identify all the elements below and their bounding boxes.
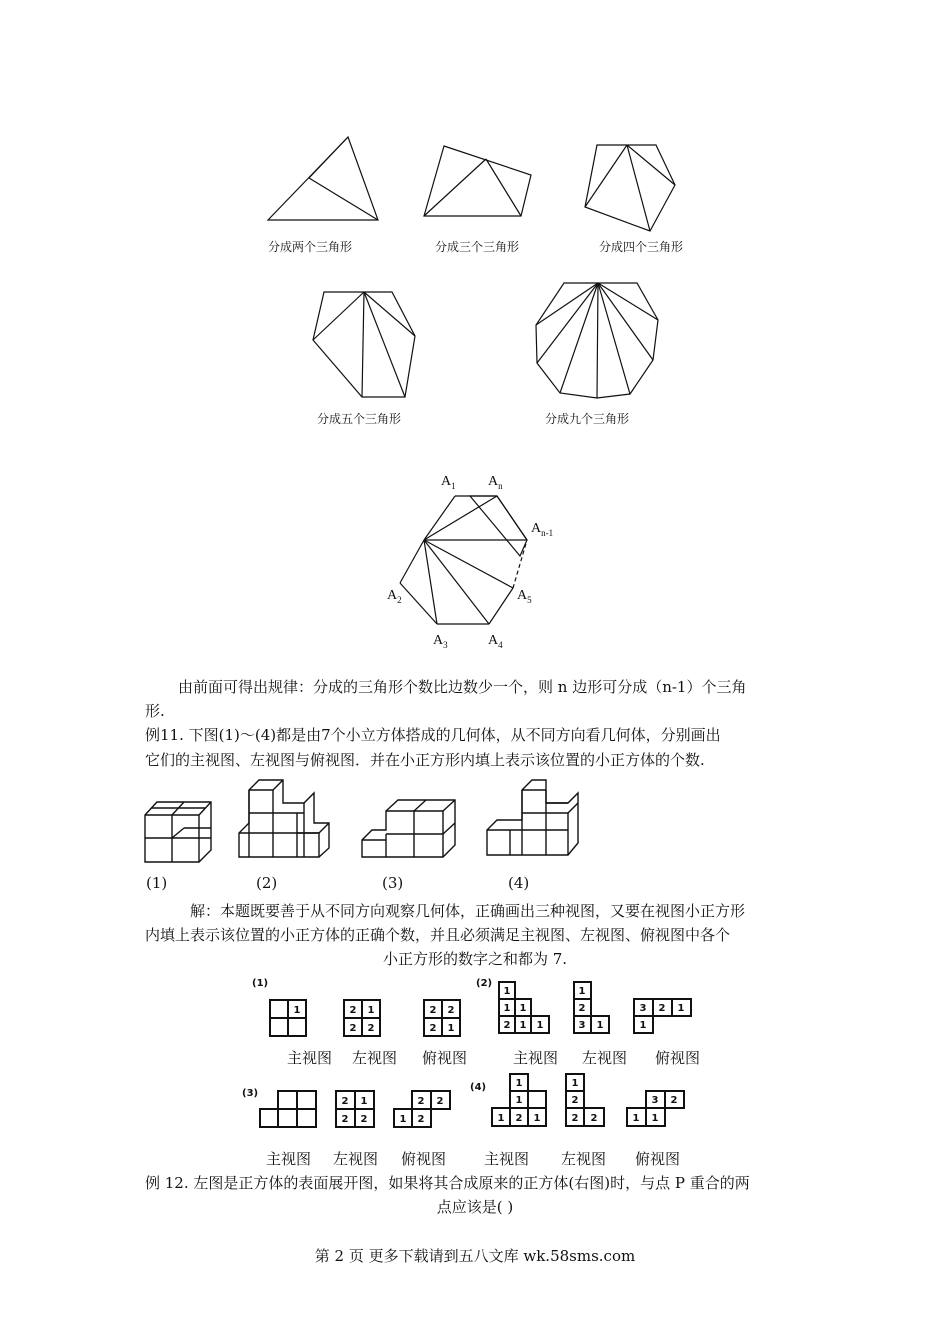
g2-front-n2: 1 [519, 1003, 527, 1014]
vertex-an-1: $A_{n-1}$ [531, 521, 554, 538]
g1-left-n3: 2 [367, 1023, 375, 1034]
g3-left-n3: 2 [360, 1114, 368, 1125]
g1-top-label: 俯视图 [422, 1049, 468, 1067]
caption-four-triangles: 分成四个三角形 [599, 240, 684, 254]
rule-line-1: 由前面可得出规律：分成的三角形个数比边数少一个，则 n 边形可分成（n-1）个三角 [178, 678, 747, 696]
solid-label-2: (2) [256, 874, 278, 892]
solid-label-3: (3) [382, 874, 404, 892]
g1-top-n0: 2 [429, 1005, 437, 1016]
g2-left-n3: 1 [596, 1020, 604, 1031]
g4-top-n2: 1 [632, 1113, 640, 1124]
g4-front-n1: 1 [515, 1095, 523, 1106]
g4-top-n3: 1 [651, 1113, 659, 1124]
g2-front-n5: 1 [536, 1020, 544, 1031]
caption-nine-triangles: 分成九个三角形 [545, 412, 630, 426]
g1-top-n2: 2 [429, 1023, 437, 1034]
solid-label-4: (4) [508, 874, 530, 892]
rule-line-2: 形. [145, 702, 165, 720]
g2-top-label: 俯视图 [655, 1049, 701, 1067]
g2-top-n0: 3 [639, 1003, 647, 1014]
g2-top-n2: 1 [677, 1003, 685, 1014]
solution-line-1: 解：本题既要善于从不同方向观察几何体，正确画出三种视图，又要在视图小正方形 [190, 902, 746, 920]
g2-left-n1: 2 [578, 1003, 586, 1014]
g1-left-n0: 2 [349, 1005, 357, 1016]
g4-front-n2: 1 [497, 1113, 505, 1124]
g3-front-grid [260, 1091, 316, 1127]
g4-top-n1: 2 [670, 1095, 678, 1106]
caption-two-triangles: 分成两个三角形 [268, 240, 353, 254]
example11-line-1: 例11. 下图(1)～(4)都是由7个小立方体搭成的几何体，从不同方向看几何体，分别画出 [145, 726, 721, 744]
g1-front-grid [270, 1000, 306, 1036]
g3-left-n2: 2 [341, 1114, 349, 1125]
g4-front-n3: 2 [515, 1113, 523, 1124]
g2-front-n3: 2 [503, 1020, 511, 1031]
g4-front-label: 主视图 [484, 1150, 530, 1168]
g3-top-label: 俯视图 [401, 1150, 447, 1168]
caption-three-triangles: 分成三个三角形 [435, 240, 520, 254]
g3-top-n3: 2 [417, 1114, 425, 1125]
g1-front-n0: 1 [293, 1005, 301, 1016]
example11-line-2: 它们的主视图、左视图与俯视图．并在小正方形内填上表示该位置的小正方体的个数. [145, 751, 705, 769]
g3-left-label: 左视图 [333, 1150, 379, 1168]
g2-front-n1: 1 [503, 1003, 511, 1014]
vertex-an: $A_n$ [488, 474, 503, 491]
view-group-label-4: (4) [470, 1082, 487, 1093]
g1-left-n2: 2 [349, 1023, 357, 1034]
view-group-label-1: (1) [252, 978, 269, 989]
g4-left-n3: 2 [590, 1113, 598, 1124]
g4-left-n1: 2 [571, 1095, 579, 1106]
g4-top-n0: 3 [651, 1095, 659, 1106]
g4-left-n0: 1 [571, 1078, 579, 1089]
g3-front-label: 主视图 [266, 1150, 312, 1168]
example12-line-1: 例 12. 左图是正方体的表面展开图，如果将其合成原来的正方体(右图)时，与点 P 重合的两 [145, 1174, 750, 1192]
example12-line-2: 点应该是( ) [436, 1198, 514, 1216]
vertex-a4: $A_4$ [488, 633, 503, 650]
g4-top-label: 俯视图 [635, 1150, 681, 1168]
g2-top-n1: 2 [658, 1003, 666, 1014]
g2-front-n4: 1 [519, 1020, 527, 1031]
g3-top-n2: 1 [399, 1114, 407, 1125]
g1-left-label: 左视图 [352, 1049, 398, 1067]
solid-label-1: (1) [146, 874, 168, 892]
solution-line-2: 内填上表示该位置的小正方体的正确个数，并且必须满足主视图、左视图、俯视图中各个 [145, 926, 731, 944]
solution-line-3: 小正方形的数字之和都为 7. [382, 950, 568, 968]
g2-left-n2: 3 [578, 1020, 586, 1031]
g1-front-label: 主视图 [287, 1049, 333, 1067]
g3-left-n1: 1 [360, 1096, 368, 1107]
g1-top-n3: 1 [447, 1023, 455, 1034]
g2-top-n3: 1 [639, 1020, 647, 1031]
g1-top-n1: 2 [447, 1005, 455, 1016]
vertex-a3: $A_3$ [433, 633, 448, 650]
g4-left-label: 左视图 [561, 1150, 607, 1168]
view-group-label-3: (3) [242, 1088, 259, 1099]
g2-front-n0: 1 [503, 986, 511, 997]
vertex-a5: $A_5$ [517, 588, 532, 605]
caption-five-triangles: 分成五个三角形 [317, 412, 402, 426]
g4-front-n4: 1 [533, 1113, 541, 1124]
g3-top-n1: 2 [436, 1096, 444, 1107]
vertex-a1: $A_1$ [441, 474, 456, 491]
g2-left-n0: 1 [578, 986, 586, 997]
page-footer: 第 2 页 更多下载请到五八文库 wk.58sms.com [314, 1247, 636, 1265]
g2-front-label: 主视图 [513, 1049, 559, 1067]
vertex-a2: $A_2$ [387, 588, 402, 605]
g3-top-n0: 2 [417, 1096, 425, 1107]
g2-left-label: 左视图 [582, 1049, 628, 1067]
g4-front-n0: 1 [515, 1078, 523, 1089]
g1-left-n1: 1 [367, 1005, 375, 1016]
g4-left-n2: 2 [571, 1113, 579, 1124]
g3-left-n0: 2 [341, 1096, 349, 1107]
view-group-label-2: (2) [476, 978, 493, 989]
